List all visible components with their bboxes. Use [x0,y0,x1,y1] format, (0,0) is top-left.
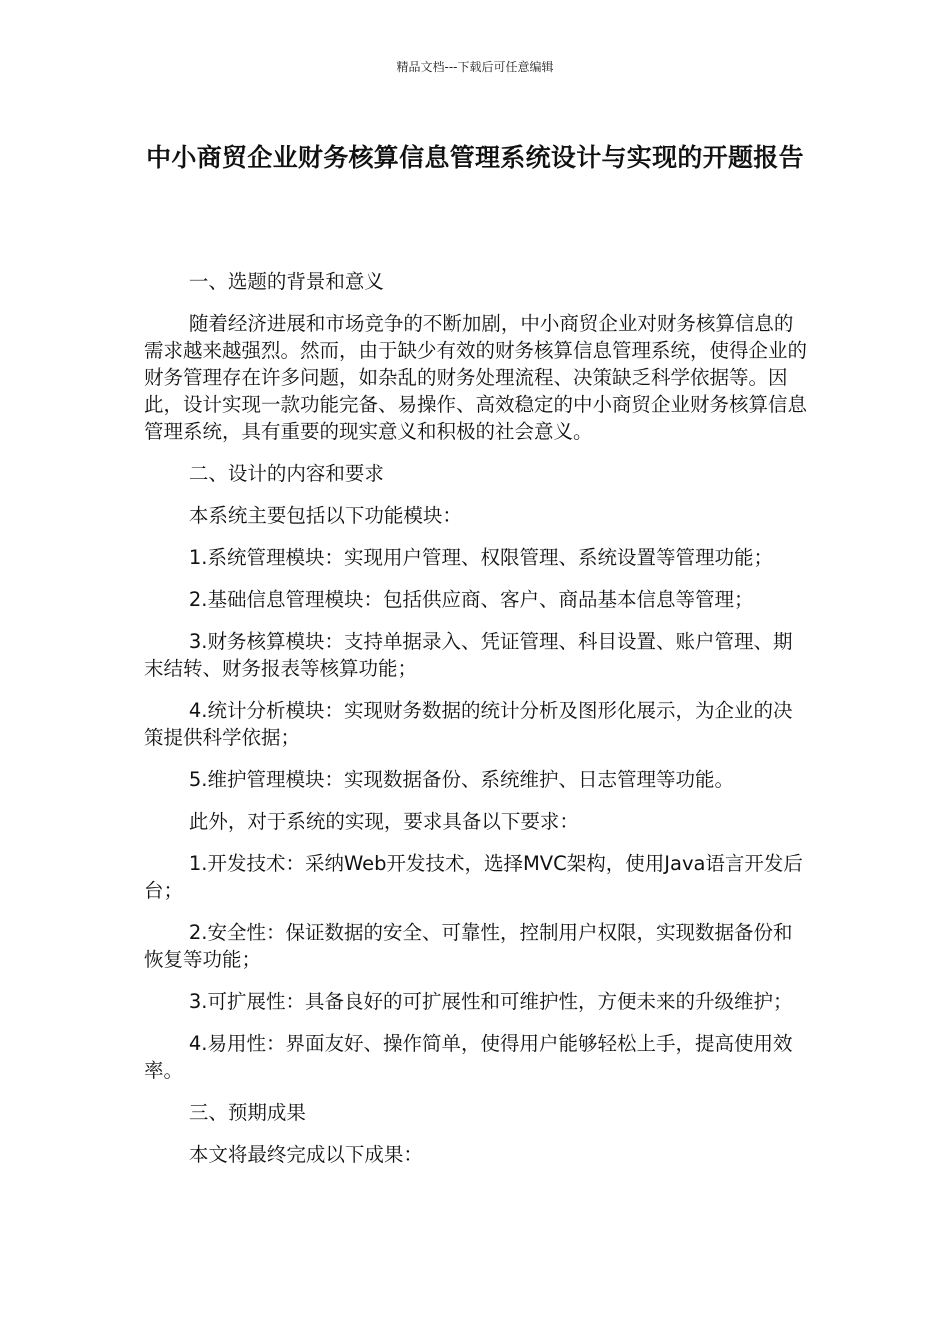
list-item-module: 5.维护管理模块：实现数据备份、系统维护、日志管理等功能。 [188,768,734,791]
list-item-module: 1.系统管理模块：实现用户管理、权限管理、系统设置等管理功能； [188,546,773,569]
section-heading-background: 一、选题的背景和意义 [188,270,384,293]
list-item-module: 2.基础信息管理模块：包括供应商、客户、商品基本信息等管理； [188,588,754,611]
section-heading-content: 二、设计的内容和要求 [188,462,384,485]
list-item-requirement: 3.可扩展性：具备良好的可扩展性和可维护性，方便未来的升级维护； [188,990,793,1013]
paragraph-outcomes-intro: 本文将最终完成以下成果： [188,1143,423,1166]
list-item-module: 4.统计分析模块：实现财务数据的统计分析及图形化展示，为企业的决策提供科学依据； [144,699,793,749]
list-item-requirement: 4.易用性：界面友好、操作简单，使得用户能够轻松上手，提高使用效率。 [144,1032,793,1082]
list-item-module: 3.财务核算模块：支持单据录入、凭证管理、科目设置、账户管理、期末结转、财务报表等核算功能； [144,630,793,680]
section-heading-outcomes: 三、预期成果 [188,1101,306,1124]
paragraph-modules-intro: 本系统主要包括以下功能模块： [188,504,462,527]
list-item-requirement: 1.开发技术：采纳Web开发技术，选择MVC架构，使用Java语言开发后台； [144,852,803,902]
paragraph-requirements-intro: 此外，对于系统的实现，要求具备以下要求： [188,810,579,833]
list-item-requirement: 2.安全性：保证数据的安全、可靠性，控制用户权限，实现数据备份和恢复等功能； [144,921,793,971]
page-header: 精品文档---下载后可任意编辑 [396,60,554,74]
document-body [144,268,808,1183]
document-title: 中小商贸企业财务核算信息管理系统设计与实现的开题报告 [146,143,804,172]
paragraph-background: 随着经济进展和市场竞争的不断加剧，中小商贸企业对财务核算信息的需求越来越强烈。然而，由于缺少有效的财务核算信息管理系统，使得企业的财务管理存在许多问题，如杂乱的财务处理流程、决策缺乏科学依据等。因此，设计实现一款功能完备、易操作、高效稳定的中小商贸企业财务核算信息管理系统，具有重要的现实意义和积极的社会意义。 [144,312,808,443]
